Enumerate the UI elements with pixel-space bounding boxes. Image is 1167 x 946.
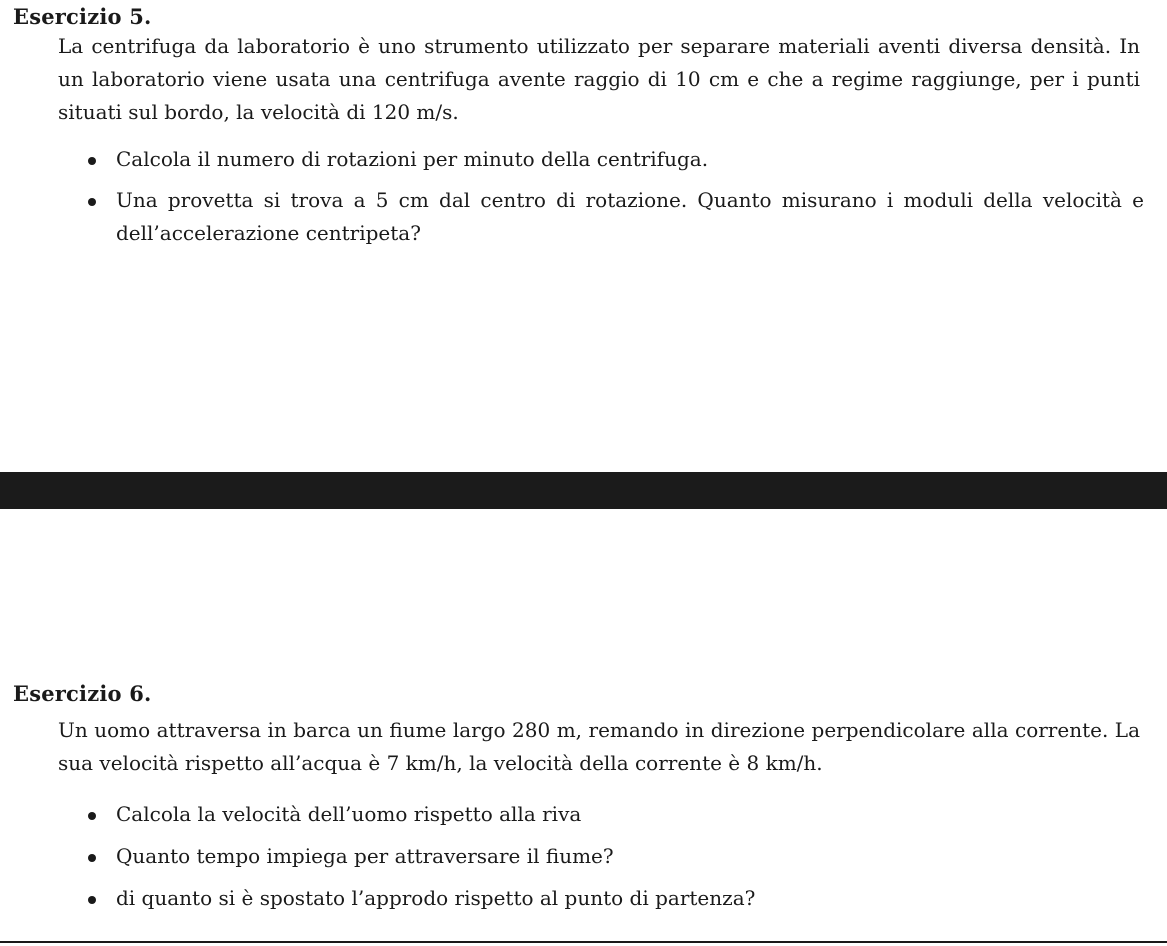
page-bottom xyxy=(0,509,1167,946)
question-text: Calcola la velocità dell’uomo rispetto alla riva xyxy=(116,802,582,826)
bullet-icon xyxy=(88,896,96,904)
exercise-6-question-2 xyxy=(86,840,1144,873)
exercise-5-question-2 xyxy=(86,184,1144,250)
exercise-5-question-list xyxy=(86,143,1144,250)
bullet-icon xyxy=(88,812,96,820)
exercise-5-question-1 xyxy=(86,143,1144,176)
exercise-6-question-3 xyxy=(86,882,1144,915)
question-text: Quanto tempo impiega per attraversare il fiume? xyxy=(116,844,614,868)
exercise-6-question-1 xyxy=(86,798,1144,831)
exercise-6-title: Esercizio 6. xyxy=(13,681,152,706)
question-text: di quanto si è spostato l’approdo rispetto al punto di partenza? xyxy=(116,886,756,910)
bottom-rule xyxy=(0,941,1167,943)
exercise-5-title: Esercizio 5. xyxy=(13,4,152,29)
question-text: Una provetta si trova a 5 cm dal centro di rotazione. Quanto misurano i moduli della velocità e dell’accelerazione centripeta? xyxy=(116,188,1144,245)
page-top xyxy=(0,0,1167,472)
question-text: Calcola il numero di rotazioni per minuto della centrifuga. xyxy=(116,147,709,171)
bullet-icon xyxy=(88,157,96,165)
exercise-6-question-list xyxy=(86,798,1144,915)
exercise-5-paragraph: La centrifuga da laboratorio è uno strumento utilizzato per separare materiali aventi diversa densità. In un laboratorio viene usata una centrifuga avente raggio di 10 cm e che a regime raggiunge, per i punti situati sul bordo, la velocità di 120 m/s. xyxy=(58,34,1140,124)
page-divider xyxy=(0,472,1167,509)
bullet-icon xyxy=(88,854,96,862)
bullet-icon xyxy=(88,198,96,206)
exercise-6-paragraph: Un uomo attraversa in barca un fiume largo 280 m, remando in direzione perpendicolare alla corrente. La sua velocità rispetto all’acqua è 7 km/h, la velocità della corrente è 8 km/h. xyxy=(58,718,1140,775)
